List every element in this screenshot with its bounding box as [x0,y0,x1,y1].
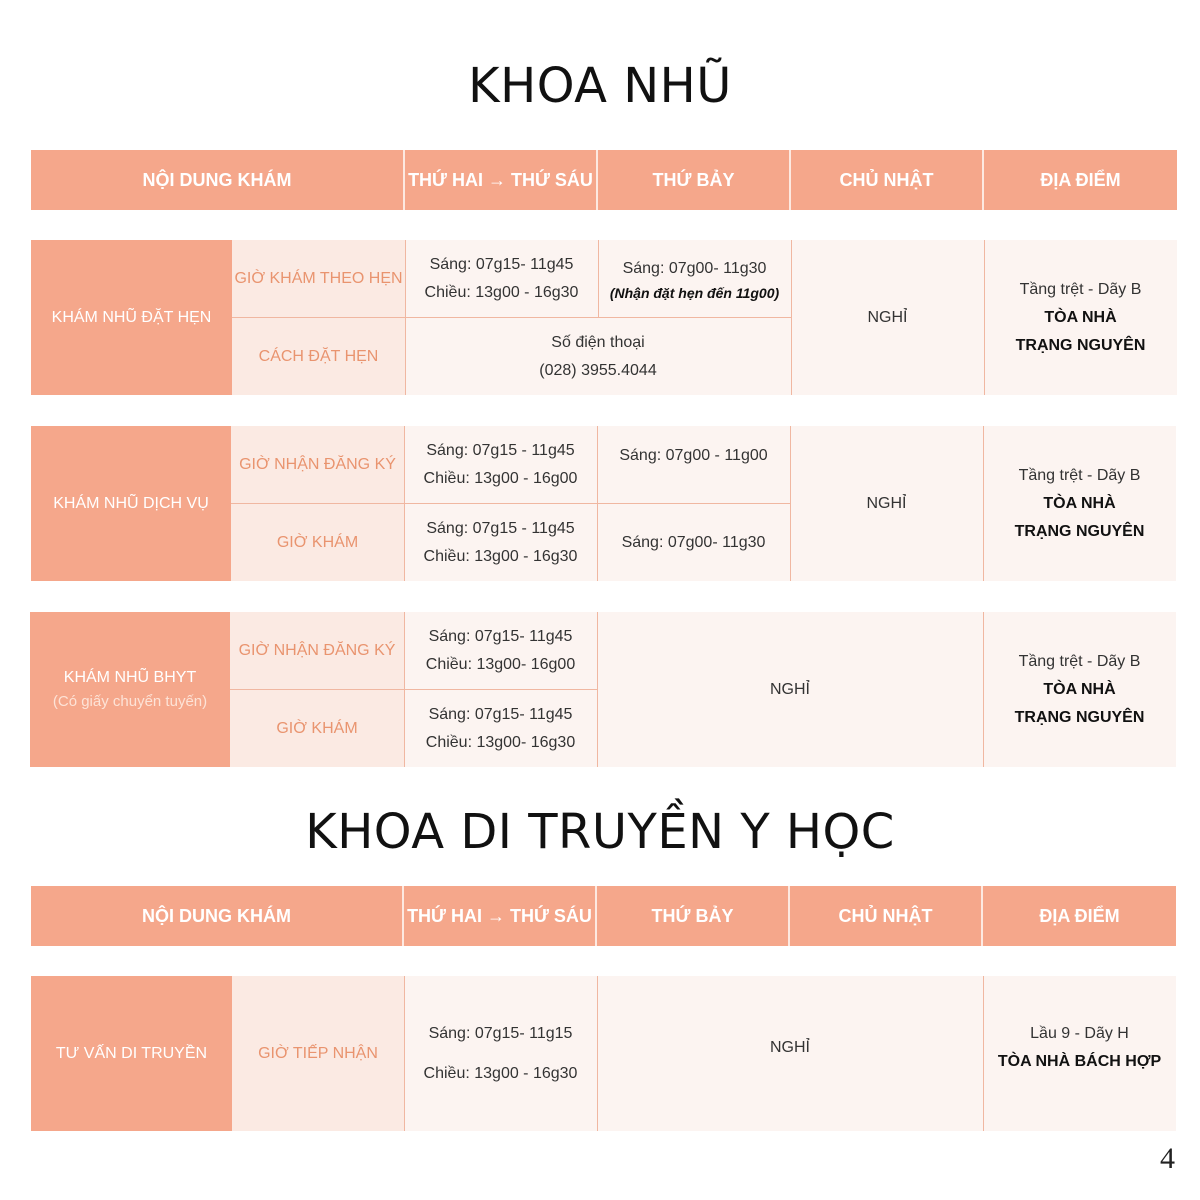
weekday-afternoon: Chiều: 13g00 - 16g30 [423,1064,578,1082]
header-weekdays: THỨ HAI → THỨ SÁU [405,150,598,210]
header-sunday: CHỦ NHẬT [791,150,984,210]
cell-saturday-exam [597,504,790,581]
group-label-tu-van-di-truyen [31,976,232,1131]
divider [404,976,405,1131]
cell-location [983,426,1176,581]
location-floor: Tầng trệt - Dãy B [1019,280,1142,298]
cell-location [983,976,1176,1131]
cell-saturday-hours [598,240,791,317]
saturday-morning: Sáng: 07g00 - 11g00 [619,446,768,464]
sublabel-cach-dat-hen: CÁCH ĐẶT HẸN [232,318,405,395]
group-label-text: KHÁM NHŨ ĐẶT HẸN [51,308,212,326]
divider [790,426,791,581]
saturday-note: (Nhận đặt hẹn đến 11g00) [609,284,780,301]
phone-label: Số điện thoại [551,333,645,351]
divider [984,240,985,395]
page-number: 4 [1160,1142,1175,1175]
cell-weekday-hours [404,976,597,1131]
location-building: TÒA NHÀ BÁCH HỢP [997,1052,1162,1070]
location-building-1: TÒA NHÀ [1043,494,1116,512]
divider [983,426,984,581]
weekday-afternoon: Chiều: 13g00 - 16g30 [423,547,578,565]
header-saturday: THỨ BẢY [597,886,790,946]
group-label-text: TƯ VẤN DI TRUYỀN [55,1044,208,1062]
group-label-text: KHÁM NHŨ BHYT [63,669,197,686]
header-weekdays: THỨ HAI → THỨ SÁU [404,886,597,946]
group-label-subtext: (Có giấy chuyển tuyến) [52,693,208,710]
location-floor: Tầng trệt - Dãy B [1018,652,1141,670]
weekday-morning: Sáng: 07g15- 11g45 [429,255,574,273]
cell-sunday-closed [791,240,984,395]
location-building-2: TRẠNG NGUYÊN [1015,336,1146,354]
location-floor: Lầu 9 - Dãy H [1030,1024,1129,1042]
weekend-text: NGHỈ [770,1038,810,1056]
location-building-2: TRẠNG NGUYÊN [1014,708,1145,726]
cell-weekday-exam [404,504,597,581]
location-building-2: TRẠNG NGUYÊN [1014,522,1145,540]
weekday-morning: Sáng: 07g15- 11g45 [428,627,573,645]
weekday-morning: Sáng: 07g15- 11g15 [428,1024,573,1042]
divider [983,612,984,767]
group-label-kham-nhu-bhyt [30,612,230,767]
location-floor: Tầng trệt - Dãy B [1018,466,1141,484]
weekday-afternoon: Chiều: 13g00- 16g00 [425,655,576,673]
weekday-morning: Sáng: 07g15- 11g45 [428,705,573,723]
location-building-1: TÒA NHÀ [1043,680,1116,698]
sunday-text: NGHỈ [866,494,907,512]
sublabel-gio-kham: GIỜ KHÁM [230,690,404,767]
section-title-khoa-di-truyen: KHOA DI TRUYỀN Y HỌC [305,804,895,860]
cell-weekend-closed [597,612,983,767]
sublabel-gio-tiep-nhan: GIỜ TIẾP NHẬN [232,976,404,1131]
cell-weekday-hours [405,240,598,317]
cell-weekday-registration [404,612,597,689]
group-label-kham-nhu-dat-hen [31,240,232,395]
weekday-morning: Sáng: 07g15 - 11g45 [426,519,575,537]
cell-location [983,612,1176,767]
header-content: NỘI DUNG KHÁM [31,886,404,946]
header-sunday: CHỦ NHẬT [790,886,983,946]
header-saturday: THỨ BẢY [598,150,791,210]
location-building-1: TÒA NHÀ [1044,308,1117,326]
group-label-text: KHÁM NHŨ DỊCH VỤ [53,494,209,512]
section-title-khoa-nhu: KHOA NHŨ [468,58,732,114]
sublabel-gio-kham: GIỜ KHÁM [231,504,404,581]
sunday-text: NGHỈ [867,308,908,326]
saturday-morning: Sáng: 07g00- 11g30 [621,533,766,551]
cell-sunday-closed [790,426,983,581]
divider [231,503,790,504]
header-location: ĐỊA ĐIỂM [984,150,1177,210]
divider [230,689,597,690]
cell-booking-phone [405,318,791,395]
cell-location [984,240,1177,395]
phone-number: (028) 3955.4044 [539,361,657,379]
sublabel-gio-kham-theo-hen: GIỜ KHÁM THEO HẸN [232,240,405,317]
header-content: NỘI DUNG KHÁM [31,150,405,210]
cell-weekday-registration [404,426,597,503]
divider [598,240,599,317]
divider [232,317,791,318]
cell-saturday-registration [597,426,790,503]
weekday-afternoon: Chiều: 13g00 - 16g30 [424,283,579,301]
cell-weekend-closed [597,976,983,1131]
weekday-morning: Sáng: 07g15 - 11g45 [426,441,575,459]
cell-weekday-exam [404,690,597,767]
saturday-morning: Sáng: 07g00- 11g30 [622,259,767,277]
header-location: ĐỊA ĐIỂM [983,886,1176,946]
weekday-afternoon: Chiều: 13g00- 16g30 [425,733,576,751]
divider [983,976,984,1131]
weekend-text: NGHỈ [770,680,810,698]
divider [791,240,792,395]
sublabel-gio-nhan-dang-ky: GIỜ NHẬN ĐĂNG KÝ [231,426,404,503]
divider [597,612,598,767]
weekday-afternoon: Chiều: 13g00 - 16g00 [423,469,578,487]
sublabel-gio-nhan-dang-ky: GIỜ NHẬN ĐĂNG KÝ [230,612,404,689]
group-label-kham-nhu-dich-vu [31,426,231,581]
divider [597,976,598,1131]
